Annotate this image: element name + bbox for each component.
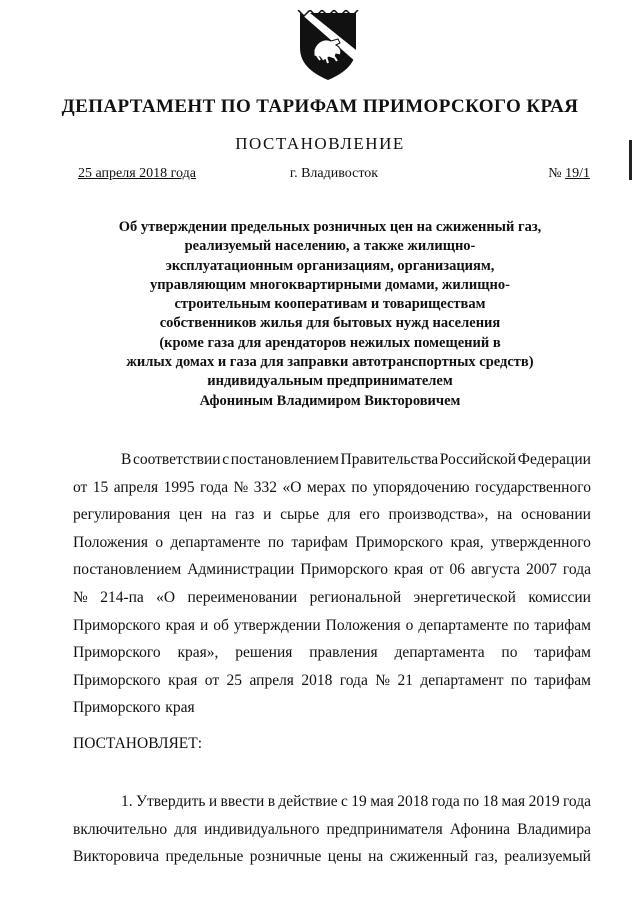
word: Положения	[325, 616, 401, 634]
word: от	[204, 671, 220, 689]
text-line	[73, 639, 591, 667]
subject-line: реализуемый населению, а также жилищно-	[184, 238, 476, 255]
item-1-paragraph	[73, 788, 591, 871]
word: года	[562, 561, 591, 579]
subject-line: эксплуатационным организациям, организациям,	[165, 257, 495, 274]
word: регулирования	[73, 506, 171, 524]
word: Российской	[439, 451, 517, 468]
word: №	[73, 588, 88, 606]
word: августа	[470, 561, 520, 579]
text-line	[73, 788, 591, 816]
subject-line: индивидуальным предпринимателем	[207, 373, 453, 390]
subject-line: Афониным Владимиром Викторовичем	[199, 392, 461, 409]
document-type: ПОСТАНОВЛЕНИЕ	[235, 134, 405, 153]
word: включительно	[73, 820, 168, 838]
word: цены	[327, 848, 362, 866]
subject-line: Об утверждении предельных розничных цен на сжиженный газ,	[118, 219, 542, 235]
subject-line: (кроме газа для арендаторов нежилых помещений в	[159, 334, 501, 351]
word: «О	[156, 588, 176, 606]
preamble-paragraph	[73, 446, 591, 722]
word: тарифам	[534, 671, 591, 689]
word: мерах	[306, 478, 346, 496]
word: Приморского	[73, 644, 161, 662]
subject-line: управляющим многоквартирными домами, жилищно-	[150, 276, 510, 293]
word: с	[222, 451, 230, 468]
word: для	[327, 506, 351, 524]
word: края	[165, 699, 195, 717]
word: апреля	[113, 478, 159, 496]
word: департаменте	[170, 533, 261, 551]
word: государственного	[475, 478, 591, 496]
word: сырье	[280, 506, 320, 524]
word: и	[199, 616, 209, 634]
word: года	[431, 793, 460, 810]
number-value: 19/1	[565, 166, 590, 181]
word: края	[168, 671, 198, 689]
text-line	[73, 501, 591, 529]
text-line	[73, 843, 591, 871]
word: реализуемый	[504, 848, 591, 866]
word: 332	[253, 478, 278, 496]
text-line	[73, 694, 591, 722]
word: сжиженный	[389, 848, 469, 866]
word: Приморского	[355, 533, 444, 551]
word: 1.	[121, 793, 133, 810]
word: 15	[92, 478, 109, 496]
word: апреля	[249, 671, 294, 689]
word: Владимира	[517, 820, 591, 838]
word: ввести	[220, 793, 265, 810]
word: Приморского	[73, 671, 161, 689]
word: комиссии	[528, 588, 591, 606]
word: упорядочению	[372, 478, 470, 496]
word: Администрации	[187, 561, 295, 579]
document-number	[548, 166, 590, 182]
word: 2018	[301, 671, 333, 689]
word: Федерации	[517, 451, 591, 468]
word: департамента	[394, 644, 485, 662]
word: по	[351, 478, 368, 496]
text-line	[73, 529, 591, 557]
word: края	[393, 561, 424, 579]
word: края	[165, 616, 195, 634]
word: индивидуального	[204, 820, 320, 838]
word: тарифам	[534, 616, 591, 634]
text-line	[73, 612, 591, 640]
word: «О	[282, 478, 302, 496]
word: по	[501, 644, 518, 662]
decree-word: ПОСТАНОВЛЯЕТ:	[73, 735, 203, 752]
word: года	[562, 793, 591, 810]
primorsky-krai-coat-of-arms-icon	[296, 10, 360, 82]
word: №	[233, 478, 249, 496]
word: Правительства	[340, 451, 439, 468]
text-line	[73, 667, 591, 695]
word: тарифам	[534, 644, 591, 662]
word: 2018	[397, 793, 429, 810]
word: газ,	[474, 848, 498, 866]
word: года	[200, 478, 229, 496]
word: края»,	[177, 644, 219, 662]
word: и	[263, 506, 272, 524]
word: тарифам	[291, 533, 348, 551]
word: 2019	[528, 793, 560, 810]
word: о	[405, 616, 414, 634]
word: на	[211, 506, 227, 524]
word: предельные	[165, 848, 244, 866]
document-meta-row	[78, 166, 590, 186]
word: 214-па	[100, 588, 144, 606]
word: по	[510, 671, 527, 689]
word: производства»,	[388, 506, 489, 524]
word: решения	[235, 644, 293, 662]
word: с	[341, 793, 348, 810]
word: об	[213, 616, 229, 634]
word: Приморского	[300, 561, 388, 579]
word: 06	[449, 561, 465, 579]
word: переименовании	[187, 588, 298, 606]
word: Положения	[73, 533, 148, 551]
word: энергетической	[413, 588, 516, 606]
word: 18	[482, 793, 499, 810]
word: его	[359, 506, 380, 524]
word: о	[155, 533, 164, 551]
word: мая	[501, 793, 526, 810]
subject-line: строительным кооперативам и товариществам	[174, 296, 486, 313]
word: Викторовича	[73, 848, 160, 866]
word: Приморского	[73, 616, 161, 634]
text-line	[73, 446, 591, 474]
word: В	[121, 451, 132, 468]
word: на	[368, 848, 384, 866]
word: предпринимателя	[326, 820, 443, 838]
word: для	[174, 820, 197, 838]
word: Афонина	[449, 820, 511, 838]
word: 2007	[525, 561, 557, 579]
word: и	[208, 793, 218, 810]
word: газ	[235, 506, 255, 524]
word: утвержденного	[491, 533, 591, 551]
number-prefix: №	[548, 166, 562, 181]
text-line	[73, 816, 591, 844]
subject-heading	[80, 218, 580, 411]
text-line	[73, 474, 591, 502]
word: 21	[397, 671, 413, 689]
word: утверждении	[233, 616, 321, 634]
text-line	[73, 584, 591, 612]
word: основании	[520, 506, 591, 524]
word: года	[339, 671, 368, 689]
word: департаменте	[418, 616, 509, 634]
word: края,	[450, 533, 484, 551]
subject-line: собственников жилья для бытовых нужд населения	[159, 315, 501, 332]
text-line	[73, 556, 591, 584]
word: в	[267, 793, 276, 810]
word: 19	[351, 793, 367, 810]
word: по	[267, 533, 284, 551]
word: розничные	[249, 848, 322, 866]
word: региональной	[309, 588, 402, 606]
word: действие	[278, 793, 338, 810]
word: соответствии	[132, 451, 221, 468]
word: Утвердить	[136, 793, 206, 810]
subject-line: жилых домах и газа для заправки автотранспортных средств)	[126, 354, 534, 371]
word: правления	[309, 644, 378, 662]
word: от	[73, 478, 88, 496]
word: по	[513, 616, 530, 634]
word: на	[497, 506, 513, 524]
word: №	[375, 671, 391, 689]
word: постановлением	[73, 561, 182, 579]
word: мая	[370, 793, 394, 810]
word: цен	[179, 506, 203, 524]
word: по	[463, 793, 480, 810]
word: 25	[226, 671, 243, 689]
word: Приморского	[73, 699, 161, 717]
document-city: г. Владивосток	[289, 166, 379, 181]
word: от	[429, 561, 444, 579]
department-title: ДЕПАРТАМЕНТ ПО ТАРИФАМ ПРИМОРСКОГО КРАЯ	[61, 96, 579, 117]
document-date: 25 апреля 2018 года	[78, 166, 196, 181]
word: 1995	[163, 478, 195, 496]
word: постановлением	[230, 451, 339, 468]
word: департамент	[420, 671, 504, 689]
